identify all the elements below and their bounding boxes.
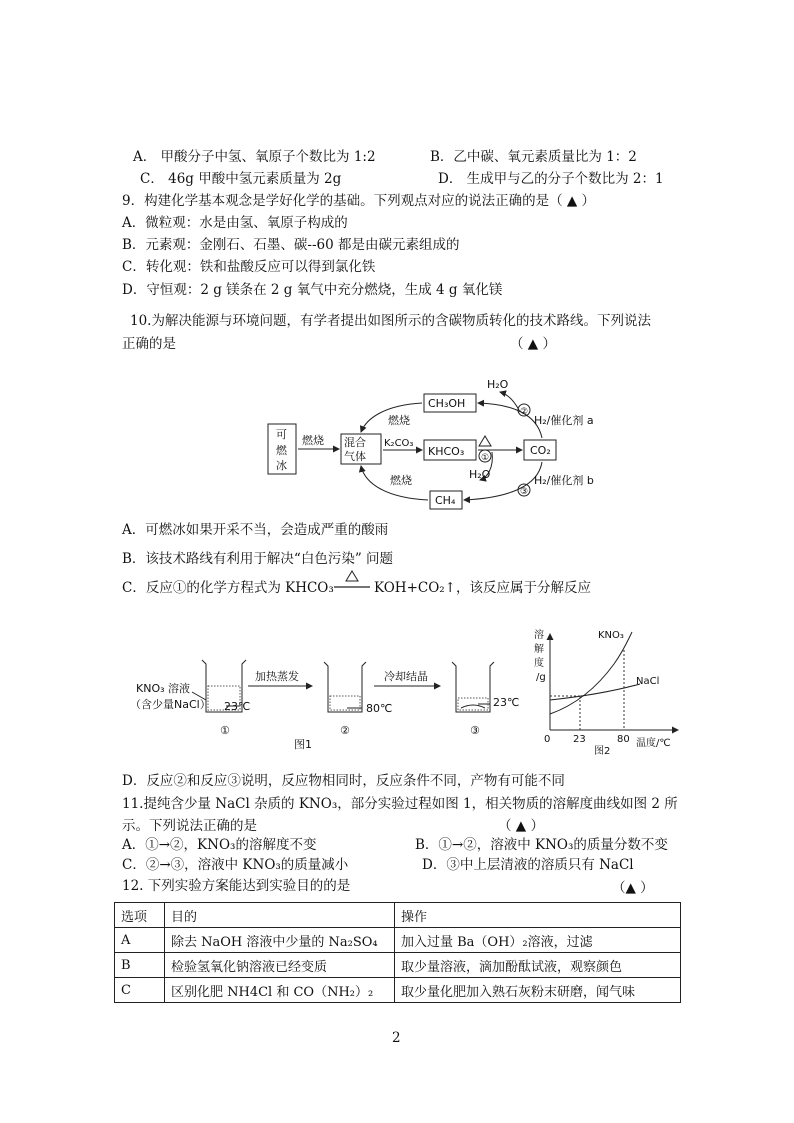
y-label-char-2: 解 (534, 644, 544, 655)
beaker-3-number: ③ (470, 724, 480, 737)
q9-option-d: D．守恒观：2 g 镁条在 2 g 氧气中充分燃烧，生成 4 g 氧化镁 (122, 282, 503, 298)
q9-option-b: B．元素观：金刚石、石墨、碳--60 都是由碳元素组成的 (122, 237, 460, 253)
q10-stem-line1: 10.为解决能源与环境问题，有学者提出如图所示的含碳物质转化的技术路线。下列说法 (130, 313, 651, 329)
q9-stem: 9．构建化学基本观念是学好化学的基础。下列观点对应的说法正确的是（ ▲ ） (122, 193, 596, 209)
q10-option-c-part2: KOH+CO₂↑，该反应属于分解反应 (374, 580, 591, 596)
temp-80-label: 80℃ (366, 702, 393, 715)
q12-answer-mark: （▲ ） (612, 880, 654, 896)
table-cell: 检验氢氧化钠溶液已经变质 (165, 953, 395, 978)
figure-1-beakers (128, 650, 528, 754)
q8-option-d: D． 生成甲与乙的分子个数比为 2：1 (438, 171, 664, 187)
x-tick-80: 80 (617, 734, 630, 745)
mix-label-2: 气体 (344, 450, 366, 463)
ice-char-3: 冰 (276, 459, 287, 472)
page-number: 2 (392, 1030, 401, 1046)
nacl-series-label: NaCl (636, 676, 660, 687)
table-cell: C (115, 978, 165, 1003)
ch4-label: CH₄ (435, 494, 456, 507)
table-row (115, 928, 681, 953)
q11-stem-line2: 示。下列说法正确的是 (122, 818, 257, 834)
q9-option-a: A．微粒观：水是由氢、氧原子构成的 (122, 215, 348, 231)
header-purpose: 目的 (165, 903, 395, 928)
h2-catalyst-a-label: H₂/催化剂 a (534, 414, 594, 427)
q8-option-a: A． 甲酸分子中氢、氧原子个数比为 1:2 (133, 149, 376, 165)
cool-crystallize-label: 冷却结晶 (384, 670, 428, 683)
beaker-1-number: ① (220, 724, 230, 737)
q11-stem-line1: 11.提纯含少量 NaCl 杂质的 KNO₃，部分实验过程如图 1，相关物质的溶解度曲线如图 2 所 (122, 796, 678, 812)
y-label-char-1: 溶 (534, 630, 544, 641)
x-tick-0: 0 (544, 734, 551, 745)
table-cell: 取少量溶液，滴加酚酞试液，观察颜色 (395, 953, 681, 978)
nacl-impurity-label: （含少量NaCl） (130, 698, 211, 711)
table-cell: 除去 NaOH 溶液中少量的 Na₂SO₄ (165, 928, 395, 953)
mix-label-1: 混合 (344, 436, 366, 449)
step-3-label: ③ (520, 487, 529, 497)
table-cell: A (115, 928, 165, 953)
ch3oh-label: CH₃OH (428, 397, 466, 410)
q10-option-a: A．可燃冰如果开采不当，会造成严重的酸雨 (122, 522, 389, 538)
table-cell: 加入过量 Ba（OH）₂溶液，过滤 (395, 928, 681, 953)
q8-option-c: C． 46g 甲酸中氢元素质量为 2g (140, 171, 342, 187)
header-operation: 操作 (395, 903, 681, 928)
q10-option-c-part1: C．反应①的化学方程式为 KHCO₃ (122, 580, 334, 596)
table-cell: 取少量化肥加入熟石灰粉末研磨，闻气味 (395, 978, 681, 1003)
ice-char-1: 可 (276, 428, 287, 441)
temp-23-label-1: 23℃ (224, 700, 251, 713)
figure-1-caption: 图1 (294, 738, 312, 751)
khco3-label: KHCO₃ (428, 445, 465, 458)
x-tick-23: 23 (573, 734, 586, 745)
kno3-solution-label: KNO₃ 溶液 (136, 682, 191, 695)
q11-option-d: D．③中上层清液的溶质只有 NaCl (422, 857, 634, 873)
burn-label-3: 燃烧 (390, 474, 412, 487)
temp-23-label-2: 23℃ (493, 696, 520, 709)
q11-option-b: B．①→②，溶液中 KNO₃的质量分数不变 (415, 837, 668, 853)
q11-option-a: A．①→②，KNO₃的溶解度不变 (122, 837, 317, 853)
table-cell: 区别化肥 NH4Cl 和 CO（NH₂）₂ (165, 978, 395, 1003)
q10-stem-line2: 正确的是 (122, 336, 176, 352)
ice-char-2: 燃 (276, 444, 287, 457)
k2co3-label: K₂CO₃ (384, 438, 414, 449)
h2o-label-top: H₂O (487, 378, 509, 391)
q8-option-b: B．乙中碳、氧元素质量比为 1：2 (430, 149, 637, 165)
q12-stem: 12. 下列实验方案能达到实验目的的是 (122, 878, 351, 894)
q11-option-c: C．②→③，溶液中 KNO₃的质量减小 (122, 857, 349, 873)
kno3-curve (550, 632, 632, 714)
y-label-char-3: 度 (534, 658, 544, 669)
co2-label: CO₂ (530, 444, 551, 457)
figure-2-solubility-chart (528, 626, 688, 758)
q11-answer-mark: （ ▲ ） (498, 818, 544, 834)
q12-options-table (114, 902, 681, 1003)
table-row (115, 953, 681, 978)
q9-option-c: C．转化观：铁和盐酸反应可以得到氯化铁 (122, 259, 376, 275)
table-header-row (115, 903, 681, 928)
q10-answer-mark: （ ▲ ） (510, 336, 556, 352)
h2o-label-bottom: H₂O (469, 468, 491, 481)
burn-label-1: 燃烧 (302, 434, 324, 447)
heat-evaporate-label: 加热蒸发 (255, 670, 299, 683)
kno3-series-label: KNO₃ (598, 630, 624, 641)
table-cell: B (115, 953, 165, 978)
beaker-2-number: ② (340, 724, 350, 737)
figure-2-caption: 图2 (594, 746, 611, 757)
q10-option-d: D．反应②和反应③说明，反应物相同时，反应条件不同，产物有可能不同 (122, 773, 565, 789)
h2-catalyst-b-label: H₂/催化剂 b (534, 474, 594, 487)
carbon-conversion-diagram (262, 372, 622, 520)
burn-label-2: 燃烧 (388, 414, 410, 427)
step-1-label: ① (481, 453, 490, 463)
heat-condition-symbol (332, 569, 372, 595)
step-2-label: ② (520, 407, 529, 417)
header-option: 选项 (115, 903, 165, 928)
y-label-unit: /g (536, 672, 546, 683)
x-axis-label: 温度/℃ (636, 738, 671, 749)
q10-option-b: B．该技术路线有利用于解决“白色污染” 问题 (122, 551, 394, 567)
table-row (115, 978, 681, 1003)
